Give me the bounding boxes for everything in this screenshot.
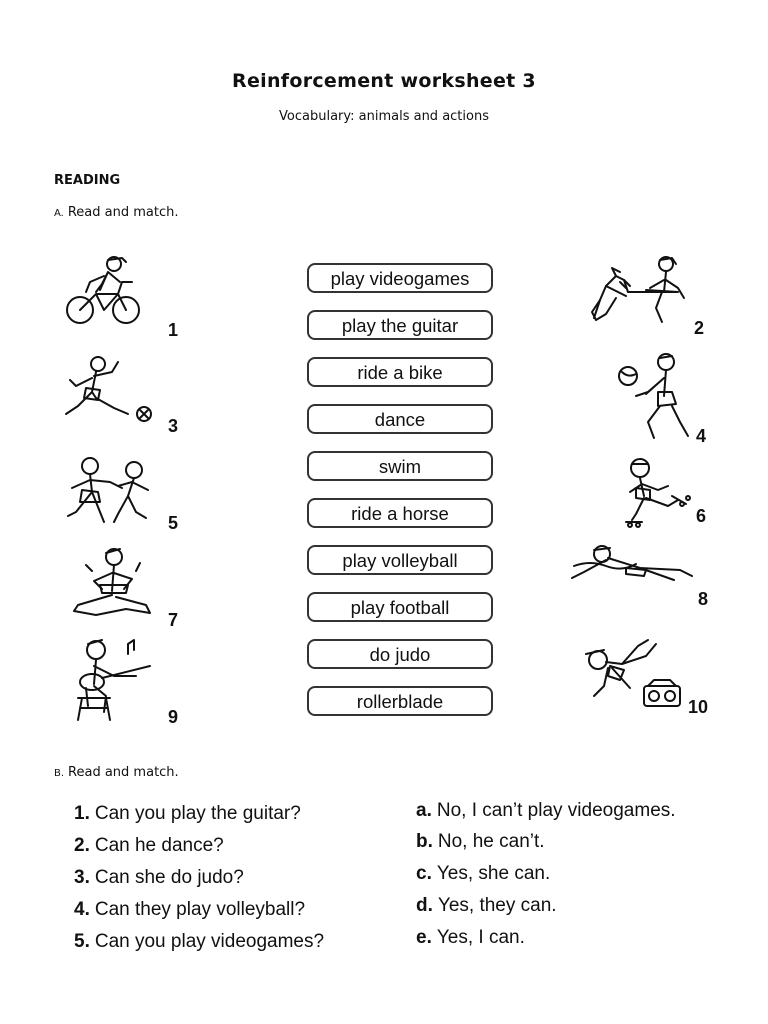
picture-number-7: 7 [168,610,179,630]
picture-number-10: 10 [688,697,709,717]
answer-c [416,863,550,885]
part-b-letter: B. [54,768,65,779]
answer-e-text: Yes, I can. [436,927,525,948]
phrase-box-ride-a-horse[interactable]: ride a horse [307,498,493,528]
question-4 [74,899,305,921]
answer-d-letter: d. [416,895,433,916]
question-1-number: 1. [74,803,90,824]
swimmer-illustration [570,540,696,596]
part-a-instruction-text: Read and match. [67,205,179,220]
answer-b-letter: b. [416,831,433,852]
answer-a-text: No, I can’t play videogames. [436,800,676,821]
picture-number-4: 4 [696,426,707,446]
question-5 [74,931,324,953]
section-label: READING [54,173,121,188]
phrase-box-play-volleyball[interactable]: play volleyball [307,545,493,575]
question-3 [74,867,244,889]
picture-number-1: 1 [168,320,179,340]
phrase-box-rollerblade[interactable]: rollerblade [307,686,493,716]
question-3-text: Can she do judo? [94,867,244,888]
answer-a [416,800,676,822]
picture-number-2: 2 [694,318,705,338]
part-b-instruction-text: Read and match. [68,765,179,780]
question-2 [74,835,224,857]
breakdancer-illustration [578,636,688,712]
question-2-text: Can he dance? [94,835,224,856]
phrase-box-dance[interactable]: dance [307,404,493,434]
picture-number-8: 8 [698,589,709,609]
question-4-text: Can they play volleyball? [94,899,306,920]
phrase-box-ride-a-bike[interactable]: ride a bike [307,357,493,387]
part-a-instruction [54,205,178,220]
question-4-number: 4. [74,899,90,920]
phrase-box-play-videogames[interactable]: play videogames [307,263,493,293]
cross-legged-gamer-illustration [66,545,158,625]
question-5-number: 5. [74,931,90,952]
page-subtitle: Vocabulary: animals and actions [279,109,489,124]
picture-number-3: 3 [168,416,179,436]
picture-number-5: 5 [168,513,179,533]
part-a-letter: A. [54,208,64,219]
football-kicker-illustration [62,352,162,434]
question-3-number: 3. [74,867,90,888]
guitar-player-illustration [66,636,158,722]
question-1-text: Can you play the guitar? [94,803,301,824]
phrase-box-play-football[interactable]: play football [307,592,493,622]
answer-b-text: No, he can’t. [437,831,545,852]
dancers-illustration [62,452,158,526]
answer-c-text: Yes, she can. [436,863,551,884]
question-5-text: Can you play videogames? [94,931,325,952]
question-2-number: 2. [74,835,90,856]
page-title: Reinforcement worksheet 3 [232,70,536,92]
volleyball-player-illustration [614,348,700,442]
part-b-instruction [54,765,179,780]
answer-c-letter: c. [416,863,432,884]
picture-number-6: 6 [696,506,707,526]
question-1 [74,803,301,825]
rollerblader-illustration [622,456,694,528]
answer-b [416,831,545,853]
picture-number-9: 9 [168,707,179,727]
phrase-box-do-judo[interactable]: do judo [307,639,493,669]
answer-e [416,927,525,949]
answer-a-letter: a. [416,800,432,821]
answer-d-text: Yes, they can. [437,895,557,916]
bike-rider-illustration [60,252,150,332]
horse-rider-illustration [586,252,696,330]
answer-d [416,895,557,917]
phrase-box-play-the-guitar[interactable]: play the guitar [307,310,493,340]
answer-e-letter: e. [416,927,432,948]
phrase-box-swim[interactable]: swim [307,451,493,481]
